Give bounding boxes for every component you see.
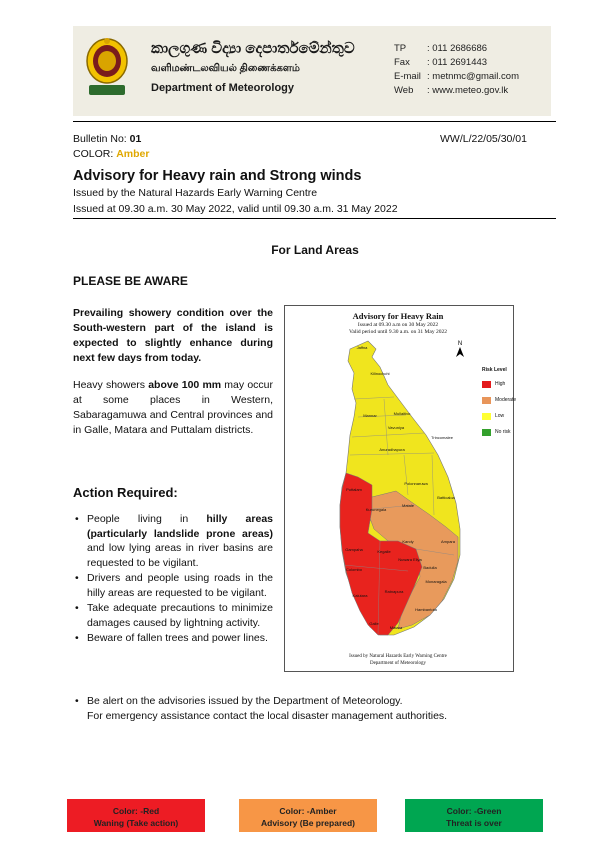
tamil-title: வளிமண்டலவியல் திணைக்களம் [151, 63, 300, 74]
legend-swatch [482, 413, 491, 420]
please-be-aware: PLEASE BE AWARE [73, 274, 188, 288]
district-label: Kilinochchi [370, 371, 390, 376]
north-label: N [457, 341, 463, 347]
district-label: Matale [401, 503, 415, 508]
contact-web: Web : www.meteo.gov.lk [394, 85, 509, 96]
section-title: For Land Areas [271, 243, 359, 257]
map-title: Advisory for Heavy Rain [352, 311, 444, 321]
title-divider [73, 218, 556, 219]
map-issued: Issued at 09.30 a.m on 30 May 2022 [357, 322, 439, 328]
advisory-title: Advisory for Heavy rain and Strong winds [73, 168, 362, 184]
legend-item: Low [482, 411, 516, 421]
contact-email: E-mail : metnmc@gmail.com [394, 71, 519, 82]
list-item: • Beware of fallen trees and power lines. [73, 631, 273, 646]
legend-swatch [482, 397, 491, 404]
district-label: Mullaitivu [393, 411, 411, 416]
green-over-key: Color: -Green Threat is over [405, 799, 543, 832]
list-item: • Be alert on the advisories issued by the Department of Meteorology. For emergency assistance contact the local disaster management authorities. [75, 695, 448, 722]
district-label: Trincomalee [431, 435, 453, 440]
legend-swatch [482, 381, 491, 388]
district-label: Vavuniya [387, 425, 405, 430]
bulletin-color: COLOR: Amber [73, 148, 150, 160]
sinhala-title: කාලගුණ විද්‍යා දෙපාර්තමේන්තුව [151, 40, 355, 57]
legend-item: High [482, 379, 516, 389]
district-label: Ratnapura [384, 589, 404, 594]
district-label: Kandy [402, 539, 414, 544]
heavy-showers-text: Heavy showers above 100 mm may occur at some places in Western, Sabaragamuwa and Central provinces and in Galle, Matara and Puttalam districts. [73, 379, 273, 436]
list-item: • People living in hilly areas (particularly landslide prone areas) and low lying areas in river basins are requested to be vigilant. [73, 512, 273, 570]
sri-lanka-map [284, 305, 512, 670]
district-label: Colombo [345, 567, 363, 572]
contact-phone: TP : 011 2686686 [394, 43, 488, 54]
district-label: Badulla [423, 565, 437, 570]
issued-at: Issued at 09.30 a.m. 30 May 2022, valid until 09.30 a.m. 31 May 2022 [73, 203, 398, 215]
red-warning-key: Color: -Red Waning (Take action) [67, 799, 205, 832]
district-label: Kegalle [377, 549, 391, 554]
district-label: Hambantota [415, 607, 437, 612]
north-arrow-icon [456, 347, 464, 357]
district-label: Nuwara Eliya [398, 557, 422, 562]
legend-item: No risk [482, 427, 516, 437]
bulletin-number: Bulletin No: 01 [73, 133, 142, 145]
district-label: Puttalam [346, 487, 362, 492]
district-label: Polonnaruwa [404, 481, 428, 486]
amber-advisory-key: Color: -Amber Advisory (Be prepared) [239, 799, 377, 832]
legend-title: Risk Level [482, 367, 507, 373]
district-label: Ampara [440, 539, 456, 544]
district-label: Kurunegala [365, 507, 387, 512]
action-list [73, 512, 273, 647]
district-label: Jaffna [356, 345, 368, 350]
header-divider [73, 121, 556, 122]
map-footer-dept: Department of Meteorology [369, 661, 427, 666]
district-label: Gampaha [345, 547, 363, 552]
map-legend [482, 367, 516, 437]
legend-item: Moderate [482, 395, 516, 405]
action-required-title: Action Required: [73, 485, 178, 500]
district-label: Galle [369, 621, 379, 626]
district-label: Matara [389, 625, 403, 630]
district-label: Mannar [363, 413, 377, 418]
district-label: Anuradhapura [379, 447, 405, 452]
map-valid: Valid period until 9.30 a.m. on 31 May 2022 [349, 329, 447, 335]
sri-lanka-emblem-icon [84, 35, 130, 99]
contact-block [394, 42, 519, 98]
prevailing-condition: Prevailing showery condition over the South-western part of the island is expected to slightly enhance during next few days from today. [73, 307, 273, 364]
bulletin-reference: WW/L/22/05/30/01 [440, 133, 527, 145]
district-label: Monaragala [425, 579, 447, 584]
legend-swatch [482, 429, 491, 436]
list-item: • Take adequate precautions to minimize damages caused by lightning activity. [73, 601, 273, 630]
list-item: • Drivers and people using roads in the hilly areas are requested to be vigilant. [73, 571, 273, 600]
department-title: Department of Meteorology [151, 82, 295, 94]
district-label: Batticaloa [437, 495, 455, 500]
district-label: Kalutara [352, 593, 368, 598]
issued-by: Issued by the Natural Hazards Early Warning Centre [73, 187, 318, 199]
contact-fax: Fax : 011 2691443 [394, 57, 488, 68]
map-footer-issuer: Issued by Natural Hazards Early Warning Centre [349, 654, 447, 659]
